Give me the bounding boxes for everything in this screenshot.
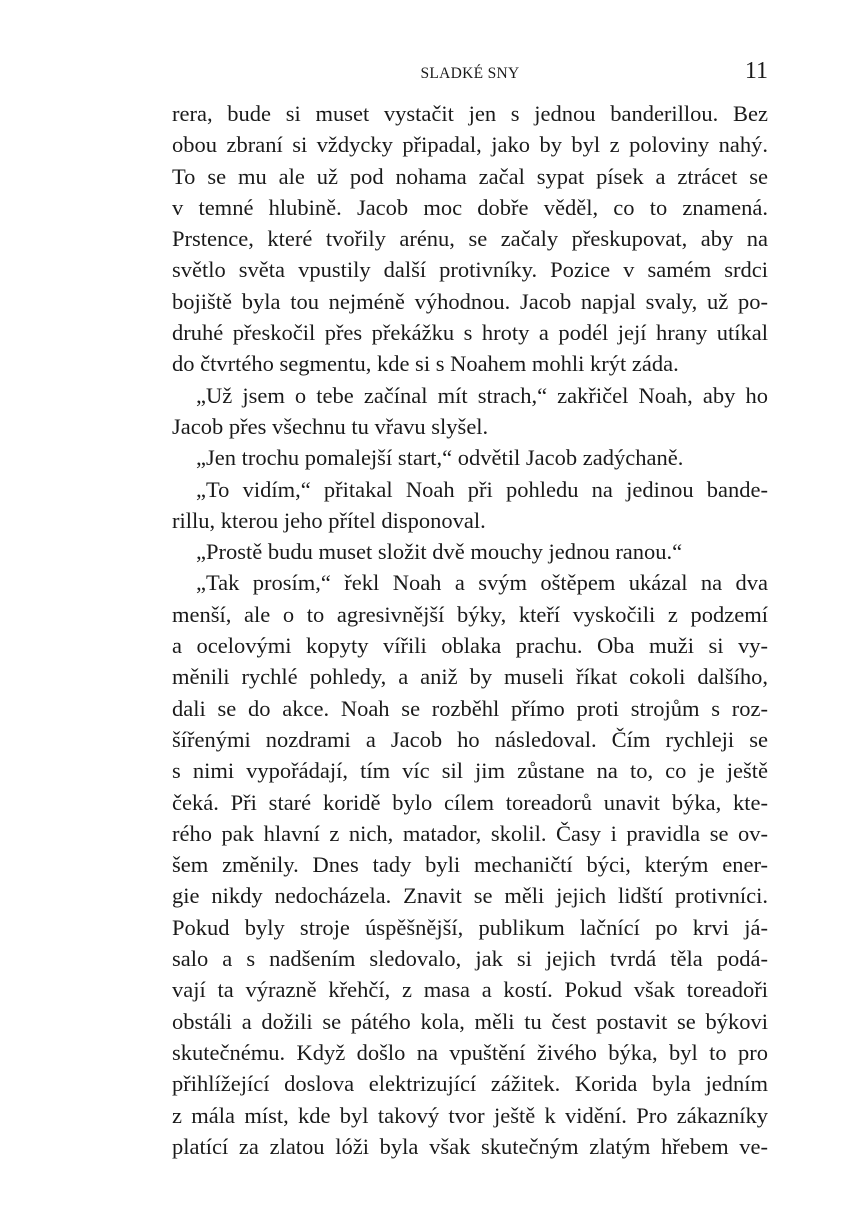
- text-line: rillu, kterou jeho přítel disponoval.: [172, 507, 486, 533]
- text-line: platící za zlatou lóži byla však skutečným zlatým hřebem ve-: [172, 1133, 768, 1159]
- text-line: šířenými nozdrami a Jacob ho následoval. Čím rychleji se: [172, 726, 768, 752]
- running-head: SLADKÉ SNY: [420, 65, 520, 82]
- text-line: Jacob přes všechnu tu vřavu slyšel.: [172, 413, 489, 439]
- text-line: salo a s nadšením sledovalo, jak si jejich tvrdá těla podá-: [172, 946, 768, 972]
- text-line: světlo světa vpustily další protivníky. Pozice v samém srdci: [172, 257, 768, 283]
- text-line: rého pak hlavní z nich, matador, skolil. Časy i pravidla se ov-: [172, 820, 768, 846]
- text-line: rera, bude si muset vystačit jen s jednou banderillou. Bez: [172, 101, 768, 126]
- text-line: čeká. Při staré koridě bylo cílem toreadorů unavit býka, kte-: [172, 789, 768, 815]
- page-number: 11: [744, 58, 768, 84]
- text-line: obstáli a dožili se pátého kola, měli tu čest postavit se býkovi: [172, 1008, 768, 1034]
- text-line: „Už jsem o tebe začínal mít strach,“ zakřičel Noah, aby ho: [196, 382, 768, 408]
- text-line: vají ta výrazně křehčí, z masa a kostí. Pokud však toreadoři: [172, 977, 768, 1003]
- body-text: [172, 98, 768, 1162]
- text-line: měnili rychlé pohledy, a aniž by museli říkat cokoli dalšího,: [172, 664, 768, 690]
- text-line: gie nikdy nedocházela. Znavit se měli jejich lidští protivníci.: [172, 883, 768, 909]
- text-line: dali se do akce. Noah se rozběhl přímo proti strojům s roz-: [172, 695, 768, 721]
- text-line: menší, ale o to agresivnější býky, kteří vyskočili z podzemí: [172, 601, 768, 627]
- text-line: „Jen trochu pomalejší start,“ odvětil Jacob zadýchaně.: [196, 445, 684, 471]
- text-line: Pokud byly stroje úspěšnější, publikum lačnící po krvi já-: [172, 914, 768, 940]
- text-line: druhé přeskočil přes překážku s hroty a podél její hrany utíkal: [172, 320, 768, 346]
- text-line: skutečnému. Když došlo na vpuštění živého býka, byl to pro: [172, 1039, 768, 1065]
- text-line: „To vidím,“ přitakal Noah při pohledu na jedinou bande-: [196, 476, 768, 502]
- text-line: šem změnily. Dnes tady byli mechaničtí býci, kterým ener-: [172, 852, 768, 878]
- text-line: bojiště byla tou nejméně výhodnou. Jacob napjal svaly, už po-: [172, 288, 768, 314]
- text-line: To se mu ale už pod nohama začal sypat písek a ztrácet se: [172, 163, 768, 189]
- text-line: „Prostě budu muset složit dvě mouchy jednou ranou.“: [196, 539, 683, 565]
- text-line: v temné hlubině. Jacob moc dobře věděl, co to znamená.: [172, 194, 768, 220]
- text-line: z mála míst, kde byl takový tvor ještě k vidění. Pro zákazníky: [172, 1102, 768, 1128]
- text-line: a ocelovými kopyty vířili oblaka prachu. Oba muži si vy-: [172, 633, 768, 659]
- text-line: obou zbraní si vždycky připadal, jako by byl z poloviny nahý.: [172, 132, 768, 158]
- text-line: do čtvrtého segmentu, kde si s Noahem mohli krýt záda.: [172, 351, 679, 377]
- page-header: [172, 58, 768, 90]
- text-line: „Tak prosím,“ řekl Noah a svým oštěpem ukázal na dva: [196, 570, 768, 596]
- text-line: s nimi vypořádají, tím víc sil jim zůstane na to, co je ještě: [172, 758, 768, 784]
- text-line: přihlížející doslova elektrizující zážitek. Korida byla jedním: [172, 1071, 768, 1097]
- text-line: Prstence, které tvořily arénu, se začaly přeskupovat, aby na: [172, 226, 768, 252]
